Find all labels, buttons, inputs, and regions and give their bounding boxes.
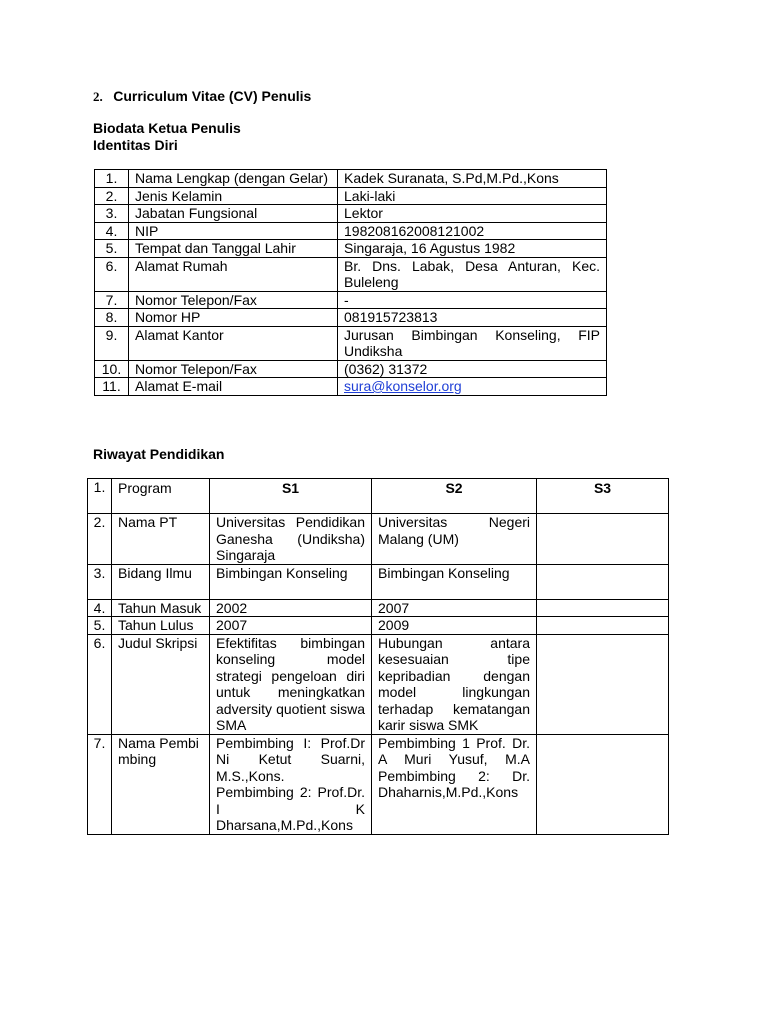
row-value: Singaraja, 16 Agustus 1982 [338, 240, 607, 258]
table-row [88, 617, 669, 635]
cell-s1: Pembimbing I: Prof.Dr Ni Ketut Suarni, M.S.,Kons. Pembimbing 2: Prof.Dr. I K Dharsana,M.Pd.,Kons [210, 734, 372, 834]
row-value: Laki-laki [338, 187, 607, 205]
email-link[interactable]: sura@konselor.org [344, 378, 462, 394]
email-cell [338, 378, 607, 396]
header-s2: S2 [372, 479, 537, 514]
row-label: Alamat E-mail [129, 378, 338, 396]
row-label: Alamat Rumah [129, 257, 338, 291]
row-number: 2. [95, 187, 129, 205]
row-number: 2. [88, 514, 112, 565]
biodata-title: Biodata Ketua Penulis [93, 120, 241, 136]
table-row [88, 479, 669, 514]
identitas-title: Identitas Diri [93, 137, 178, 153]
row-label: Nama Lengkap (dengan Gelar) [129, 170, 338, 188]
table-row [88, 634, 669, 734]
table-row [95, 360, 607, 378]
cell-s2: Hubungan antara kesesuaian tipe kepribadian dengan model lingkungan terhadap kematangan karir siswa SMK [372, 634, 537, 734]
header-program: Program [112, 479, 210, 514]
row-value: 198208162008121002 [338, 222, 607, 240]
row-label: Nomor Telepon/Fax [129, 291, 338, 309]
row-number: 9. [95, 326, 129, 360]
education-table [87, 478, 669, 835]
row-label: Jabatan Fungsional [129, 205, 338, 223]
row-number: 3. [95, 205, 129, 223]
row-number: 10. [95, 360, 129, 378]
table-row [88, 734, 669, 834]
row-value: Jurusan Bimbingan Konseling, FIP Undiksha [338, 326, 607, 360]
cell-s3 [537, 514, 669, 565]
table-row [95, 205, 607, 223]
cell-s1: 2002 [210, 599, 372, 617]
row-label: Nomor HP [129, 309, 338, 327]
row-label: Tempat dan Tanggal Lahir [129, 240, 338, 258]
row-number: 5. [95, 240, 129, 258]
row-value: 081915723813 [338, 309, 607, 327]
table-row [95, 378, 607, 396]
table-row [95, 187, 607, 205]
row-label: Bidang Ilmu [112, 564, 210, 599]
row-number: 7. [88, 734, 112, 834]
row-value: - [338, 291, 607, 309]
section-title: Curriculum Vitae (CV) Penulis [113, 88, 312, 104]
table-row [95, 170, 607, 188]
section-heading [93, 88, 311, 106]
row-number: 6. [95, 257, 129, 291]
cell-s3 [537, 599, 669, 617]
row-number: 11. [95, 378, 129, 396]
cell-s2: Bimbingan Konseling [372, 564, 537, 599]
section-number: 2. [93, 89, 103, 104]
table-row [95, 257, 607, 291]
cell-s2: Pembimbing 1 Prof. Dr. A Muri Yusuf, M.A Pembimbing 2: Dr. Dhaharnis,M.Pd.,Kons [372, 734, 537, 834]
cell-s3 [537, 634, 669, 734]
row-label: Nama Pembimbing [112, 734, 210, 834]
row-value: Kadek Suranata, S.Pd,M.Pd.,Kons [338, 170, 607, 188]
header-s1: S1 [210, 479, 372, 514]
row-number: 5. [88, 617, 112, 635]
row-number: 7. [95, 291, 129, 309]
row-number: 4. [95, 222, 129, 240]
row-label: Judul Skripsi [112, 634, 210, 734]
row-label: Tahun Masuk [112, 599, 210, 617]
cell-s1: Bimbingan Konseling [210, 564, 372, 599]
row-label: Nama PT [112, 514, 210, 565]
row-label: Alamat Kantor [129, 326, 338, 360]
row-label: Jenis Kelamin [129, 187, 338, 205]
biodata-table [94, 169, 607, 396]
row-label: NIP [129, 222, 338, 240]
row-value: (0362) 31372 [338, 360, 607, 378]
row-label: Tahun Lulus [112, 617, 210, 635]
row-number: 1. [88, 479, 112, 514]
cell-s3 [537, 617, 669, 635]
cell-s1: Efektifitas bimbingan konseling model strategi pengeloan diri untuk meningkatkan adversity quotient siswa SMA [210, 634, 372, 734]
cell-s2: 2007 [372, 599, 537, 617]
row-value: Br. Dns. Labak, Desa Anturan, Kec. Buleleng [338, 257, 607, 291]
row-label: Nomor Telepon/Fax [129, 360, 338, 378]
cell-s1: 2007 [210, 617, 372, 635]
table-row [95, 326, 607, 360]
cell-s2: 2009 [372, 617, 537, 635]
table-row [95, 309, 607, 327]
table-row [95, 222, 607, 240]
header-s3: S3 [537, 479, 669, 514]
row-number: 1. [95, 170, 129, 188]
row-number: 8. [95, 309, 129, 327]
table-row [88, 599, 669, 617]
row-number: 4. [88, 599, 112, 617]
table-row [88, 514, 669, 565]
table-row [95, 240, 607, 258]
cell-s2: Universitas Negeri Malang (UM) [372, 514, 537, 565]
table-row [95, 291, 607, 309]
cell-s3 [537, 564, 669, 599]
row-number: 3. [88, 564, 112, 599]
cell-s3 [537, 734, 669, 834]
row-number: 6. [88, 634, 112, 734]
cell-s1: Universitas Pendidikan Ganesha (Undiksha) Singaraja [210, 514, 372, 565]
education-title: Riwayat Pendidikan [93, 446, 225, 462]
table-row [88, 564, 669, 599]
row-value: Lektor [338, 205, 607, 223]
